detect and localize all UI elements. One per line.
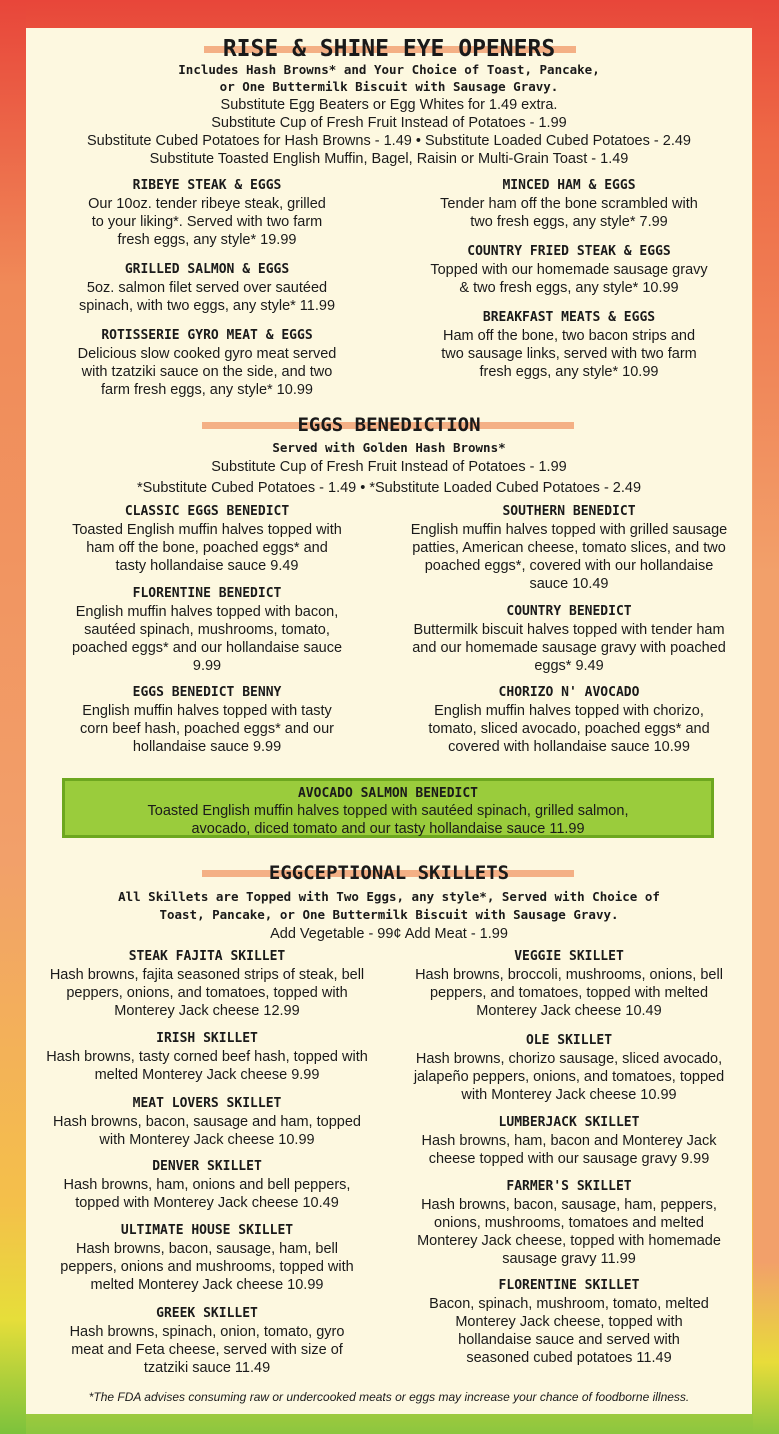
item-name: SOUTHERN BENEDICT bbox=[502, 504, 636, 519]
item-name: COUNTRY BENEDICT bbox=[506, 604, 632, 619]
item-name: MEAT LOVERS SKILLET bbox=[132, 1096, 282, 1111]
item-name: STEAK FAJITA SKILLET bbox=[128, 949, 286, 964]
item-desc: Hash browns, bacon, sausage and ham, topped with Monterey Jack cheese 10.99 bbox=[53, 1114, 361, 1148]
background-stripe-right bbox=[753, 0, 779, 1434]
rise-subtitle-2: or One Buttermilk Biscuit with Sausage Gravy. bbox=[219, 79, 559, 94]
menu-item bbox=[404, 309, 734, 381]
rise-note-3: Substitute Cubed Potatoes for Hash Browns - 1.49 • Substitute Loaded Cubed Potatoes - 2.49 bbox=[87, 133, 691, 149]
item-desc: English muffin halves topped with chorizo, tomato, sliced avocado, poached eggs* and covered with hollandaise sauce 10.99 bbox=[428, 703, 710, 755]
menu-item bbox=[46, 948, 368, 1020]
item-name: BREAKFAST MEATS & EGGS bbox=[482, 310, 656, 325]
item-desc: Hash browns, tasty corned beef hash, topped with melted Monterey Jack cheese 9.99 bbox=[46, 1049, 368, 1083]
menu-item bbox=[46, 1158, 368, 1212]
skillets-subtitle-2: Toast, Pancake, or One Buttermilk Biscuit with Sausage Gravy. bbox=[159, 907, 619, 922]
item-desc: Bacon, spinach, mushroom, tomato, melted Monterey Jack cheese, topped with hollandaise sauce and served with seasoned cubed potatoes 11.49 bbox=[429, 1296, 709, 1366]
menu-panel bbox=[26, 28, 752, 1414]
item-name: LUMBERJACK SKILLET bbox=[498, 1115, 640, 1130]
item-desc: Ham off the bone, two bacon strips and two sausage links, served with two farm fresh eggs, any style* 10.99 bbox=[441, 328, 697, 380]
section-title-rise: RISE & SHINE EYE OPENERS bbox=[222, 36, 556, 62]
section-title-benedict: EGGS BENEDICTION bbox=[297, 414, 481, 436]
item-name: ROTISSERIE GYRO MEAT & EGGS bbox=[101, 328, 313, 343]
menu-item bbox=[46, 1030, 368, 1084]
menu-item bbox=[46, 503, 368, 575]
item-desc: Our 10oz. tender ribeye steak, grilled to your liking*. Served with two farm fresh eggs, any style* 19.99 bbox=[88, 196, 326, 248]
item-name: ULTIMATE HOUSE SKILLET bbox=[120, 1223, 294, 1238]
menu-item bbox=[46, 585, 368, 675]
item-name: VEGGIE SKILLET bbox=[514, 949, 624, 964]
menu-item bbox=[404, 1032, 734, 1104]
menu-item bbox=[404, 243, 734, 297]
rise-note-2: Substitute Cup of Fresh Fruit Instead of Potatoes - 1.99 bbox=[211, 115, 567, 131]
item-desc: English muffin halves topped with bacon, sautéed spinach, mushrooms, tomato, poached eggs* and our hollandaise sauce 9.99 bbox=[71, 604, 343, 674]
item-desc: Hash browns, spinach, onion, tomato, gyro meat and Feta cheese, served with size of tzatziki sauce 11.49 bbox=[69, 1324, 345, 1376]
item-desc: Hash browns, ham, bacon and Monterey Jack cheese topped with our sausage gravy 9.99 bbox=[421, 1133, 717, 1167]
menu-item bbox=[46, 327, 368, 399]
item-name: EGGS BENEDICT BENNY bbox=[132, 685, 282, 700]
item-desc: Hash browns, ham, onions and bell peppers, topped with Monterey Jack cheese 10.49 bbox=[63, 1177, 351, 1211]
item-desc: Topped with our homemade sausage gravy & two fresh eggs, any style* 10.99 bbox=[430, 262, 708, 296]
menu-item bbox=[46, 684, 368, 756]
item-desc: Toasted English muffin halves topped with ham off the bone, poached eggs* and tasty hollandaise sauce 9.49 bbox=[72, 522, 342, 574]
item-desc: Tender ham off the bone scrambled with two fresh eggs, any style* 7.99 bbox=[440, 196, 698, 230]
item-name: COUNTRY FRIED STEAK & EGGS bbox=[467, 244, 671, 259]
item-desc: Hash browns, bacon, sausage, ham, bell peppers, onions and mushrooms, topped with melted Monterey Jack cheese 10.99 bbox=[60, 1241, 354, 1293]
rise-subtitle-1: Includes Hash Browns* and Your Choice of Toast, Pancake, bbox=[178, 62, 600, 77]
promo-box-avocado-salmon bbox=[62, 778, 714, 838]
benedict-subtitle: Served with Golden Hash Browns* bbox=[272, 440, 506, 455]
menu-item bbox=[46, 1305, 368, 1377]
menu-item bbox=[404, 1178, 734, 1268]
benedict-note-2: *Substitute Cubed Potatoes - 1.49 • *Substitute Loaded Cubed Potatoes - 2.49 bbox=[136, 480, 642, 496]
benedict-note-1: Substitute Cup of Fresh Fruit Instead of Potatoes - 1.99 bbox=[211, 459, 567, 475]
item-desc: Hash browns, broccoli, mushrooms, onions, bell peppers, and tomatoes, topped with melted Monterey Jack cheese 10.49 bbox=[415, 967, 723, 1019]
item-name: IRISH SKILLET bbox=[156, 1031, 258, 1046]
item-desc: Buttermilk biscuit halves topped with tender ham and our homemade sausage gravy with poached eggs* 9.49 bbox=[412, 622, 726, 674]
item-name: CLASSIC EGGS BENEDICT bbox=[124, 504, 290, 519]
menu-item bbox=[46, 261, 368, 315]
item-desc: Delicious slow cooked gyro meat served with tzatziki sauce on the side, and two farm fresh eggs, any style* 10.99 bbox=[77, 346, 337, 398]
fda-footnote: *The FDA advises consuming raw or undercooked meats or eggs may increase your chance of foodborne illness. bbox=[88, 1390, 690, 1404]
menu-item bbox=[404, 177, 734, 231]
promo-name: AVOCADO SALMON BENEDICT bbox=[297, 786, 478, 801]
skillets-note: Add Vegetable - 99¢ Add Meat - 1.99 bbox=[270, 926, 508, 942]
item-desc: English muffin halves topped with tasty corn beef hash, poached eggs* and our hollandaise sauce 9.99 bbox=[80, 703, 334, 755]
promo-desc-2: avocado, diced tomato and our tasty hollandaise sauce 11.99 bbox=[191, 821, 585, 837]
item-name: MINCED HAM & EGGS bbox=[502, 178, 636, 193]
menu-item bbox=[404, 503, 734, 593]
item-name: GREEK SKILLET bbox=[156, 1306, 258, 1321]
skillets-subtitle-1: All Skillets are Topped with Two Eggs, any style*, Served with Choice of bbox=[118, 889, 660, 904]
menu-item bbox=[404, 1114, 734, 1168]
item-desc: Hash browns, fajita seasoned strips of steak, bell peppers, onions, and tomatoes, topped with Monterey Jack cheese 12.99 bbox=[49, 967, 365, 1019]
item-name: DENVER SKILLET bbox=[152, 1159, 262, 1174]
rise-note-1: Substitute Egg Beaters or Egg Whites for 1.49 extra. bbox=[220, 97, 558, 113]
menu-item bbox=[404, 603, 734, 675]
menu-item bbox=[46, 1095, 368, 1149]
section-title-skillets: EGGCEPTIONAL SKILLETS bbox=[268, 862, 510, 884]
item-desc: Hash browns, bacon, sausage, ham, peppers, onions, mushrooms, tomatoes and melted Monterey Jack cheese, topped with homemade sausage gravy 11.99 bbox=[417, 1197, 721, 1267]
item-name: FLORENTINE BENEDICT bbox=[132, 586, 282, 601]
item-name: GRILLED SALMON & EGGS bbox=[124, 262, 290, 277]
item-desc: English muffin halves topped with grilled sausage patties, American cheese, tomato slices, and two poached eggs*, covered with our hollandaise sauce 10.49 bbox=[410, 522, 728, 592]
item-desc: Hash browns, chorizo sausage, sliced avocado, jalapeño peppers, onions, and tomatoes, topped with Monterey Jack cheese 10.99 bbox=[413, 1051, 725, 1103]
item-name: FLORENTINE SKILLET bbox=[498, 1278, 640, 1293]
item-name: RIBEYE STEAK & EGGS bbox=[132, 178, 282, 193]
menu-item bbox=[46, 1222, 368, 1294]
menu-item bbox=[404, 1277, 734, 1367]
rise-note-4: Substitute Toasted English Muffin, Bagel, Raisin or Multi-Grain Toast - 1.49 bbox=[149, 151, 629, 167]
background-stripe-left bbox=[0, 0, 26, 1434]
menu-item bbox=[46, 177, 368, 249]
item-desc: 5oz. salmon filet served over sautéed spinach, with two eggs, any style* 11.99 bbox=[78, 280, 336, 314]
item-name: OLE SKILLET bbox=[525, 1033, 613, 1048]
menu-item bbox=[404, 948, 734, 1020]
menu-item bbox=[404, 684, 734, 756]
item-name: CHORIZO N' AVOCADO bbox=[498, 685, 640, 700]
item-name: FARMER'S SKILLET bbox=[506, 1179, 632, 1194]
promo-desc-1: Toasted English muffin halves topped with sautéed spinach, grilled salmon, bbox=[147, 803, 629, 819]
